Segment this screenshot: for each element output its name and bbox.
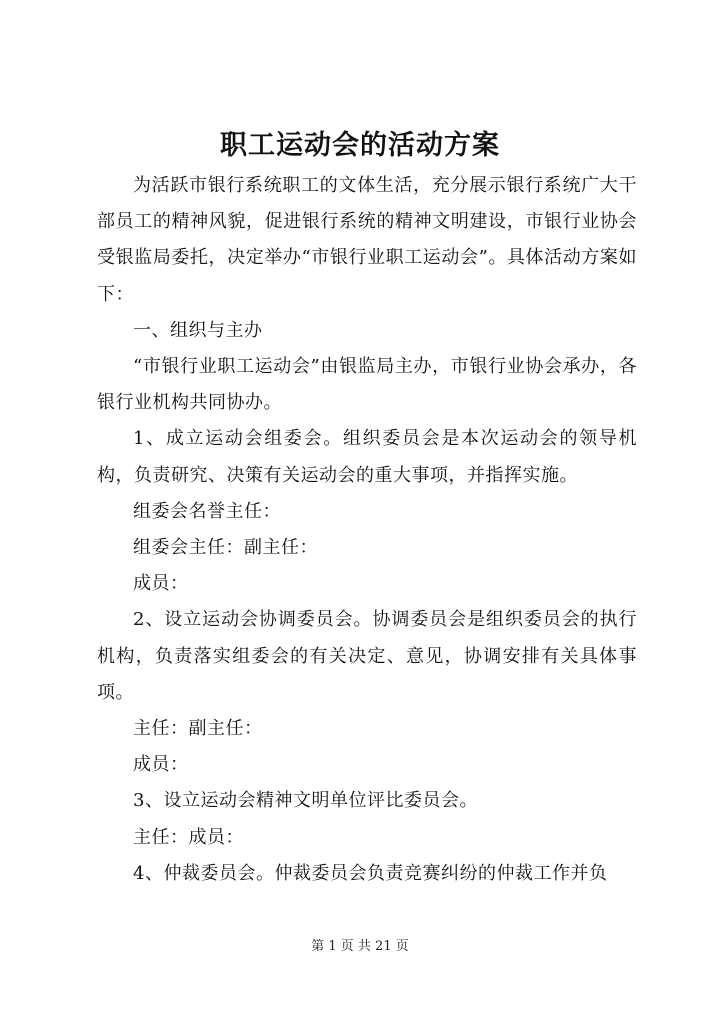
line-honorary-director: 组委会名誉主任： (133, 500, 281, 522)
paragraph-committee: 1、成立运动会组委会。组织委员会是本次运动会的领导机构，负责研究、决策有关运动会的重大事项，并指挥实施。 (97, 428, 637, 486)
page-number: 第 1 页 共 21 页 (311, 939, 409, 954)
document-title: 职工运动会的活动方案 (220, 130, 500, 161)
line-committee-director: 组委会主任：副主任： (133, 537, 318, 559)
document-body (97, 168, 637, 892)
paragraph-intro: 为活跃市银行系统职工的文体生活，充分展示银行系统广大干部员工的精神风貌，促进银行系统的精神文明建设，市银行业协会受银监局委托，决定举办“市银行业职工运动会”。具体活动方案如下： (97, 175, 637, 305)
paragraph-arbitration-committee: 4、仲裁委员会。仲裁委员会负责竞赛纠纷的仲裁工作并负 (133, 862, 608, 884)
line-coordination-director: 主任：副主任： (133, 718, 263, 740)
line-evaluation-members: 主任：成员： (133, 826, 244, 848)
page-footer (0, 937, 720, 957)
paragraph-coordination-committee: 2、设立运动会协调委员会。协调委员会是组织委员会的执行机构，负责落实组委会的有关决定、意见，协调安排有关具体事项。 (97, 609, 637, 703)
line-coordination-members: 成员： (133, 754, 189, 776)
line-committee-members: 成员： (133, 573, 189, 595)
paragraph-organizers: “市银行业职工运动会”由银监局主办，市银行业协会承办，各银行业机构共同协办。 (97, 356, 637, 414)
section-heading-organization: 一、组织与主办 (133, 319, 263, 341)
paragraph-evaluation-committee: 3、设立运动会精神文明单位评比委员会。 (133, 790, 478, 812)
